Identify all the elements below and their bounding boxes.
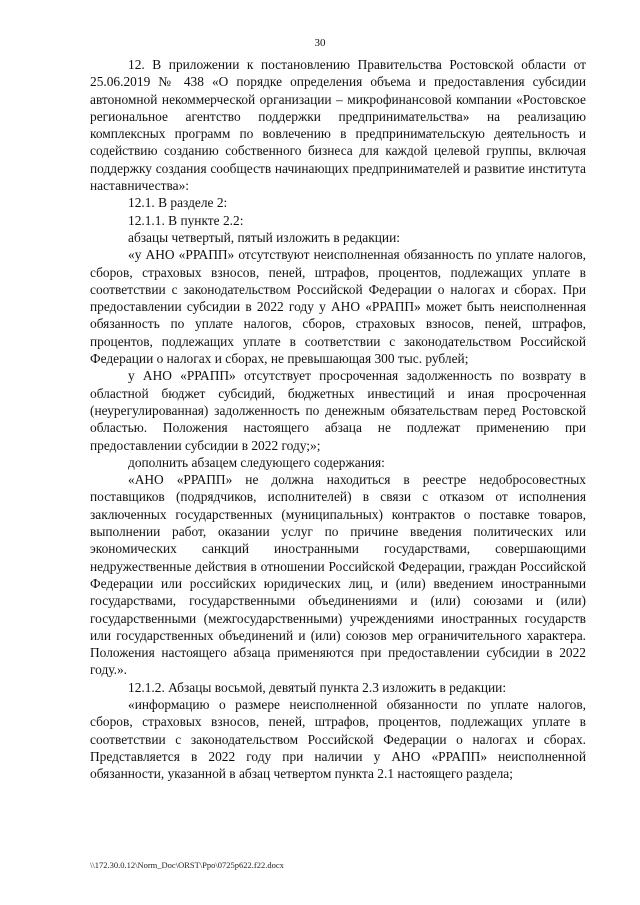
paragraph-tax-info: «информацию о размере неисполненной обязанности по уплате налогов, сборов, страховых взносов, пеней, штрафов, процентов, подлежащих уплате в соответствии с законодательством Российской Федерации о налогах и сборах. Представляется в 2022 году при наличии у АНО «РРАПП» неисполненной обязанности, указанной в абзац четвертом пункта 2.1 настоящего раздела; — [90, 696, 586, 782]
footer-file-path: \\172.30.0.12\Norm_Doc\ORST\Ppo\0725p622.f22.docx — [90, 860, 284, 870]
paragraph-tax-obligation: «у АНО «РРАПП» отсутствуют неисполненная обязанность по уплате налогов, сборов, страховых взносов, пеней, штрафов, процентов, подлежащих уплате в соответствии с законодательством Российской Федерации о налогах и сборах. При предоставлении субсидии в 2022 году у АНО «РРАПП» может быть неисполненная обязанность по уплате налогов, сборов, страховых взносов, пеней, штрафов, процентов, подлежащих уплате в соответствии с законодательством Российской Федерации о налогах и сборах, не превышающая 300 тыс. рублей; — [90, 247, 586, 367]
paragraph-12-1-1: 12.1.1. В пункте 2.2: — [128, 212, 244, 228]
paragraph-12-1: 12.1. В разделе 2: — [128, 195, 228, 211]
document-body — [90, 56, 586, 782]
paragraph-overdue-debt: у АНО «РРАПП» отсутствует просроченная задолженность по возврату в областной бюджет субсидий, бюджетных инвестиций и иная просроченная (неурегулированная) задолженность по денежным обязательствам перед Ростовской областью. Положения настоящего абзаца не подлежат применению при предоставлении субсидии в 2022 году;»; — [90, 368, 586, 453]
page-number: 30 — [314, 37, 326, 49]
paragraph-amendment-12: 12. В приложении к постановлению Правительства Ростовской области от 25.06.2019 № 438 «О порядке определения объема и предоставления субсидии автономной некоммерческой организации – микрофинансовой компании «Ростовское региональное агентство поддержки предпринимательства» на реализацию комплексных программ по вовлечению в предпринимательскую деятельность и содействию созданию собственного бизнеса для каждой целевой группы, включая поддержку создания сообществ начинающих предпринимателей и развитие института наставничества»: — [90, 57, 586, 194]
paragraph-registry-suppliers: «АНО «РРАПП» не должна находиться в реестре недобросовестных поставщиков (подрядчиков, исполнителей) в связи с отказом от исполнения заключенных государственных (муниципальных) контрактов о поставке товаров, выполнении работ, оказании услуг по причине введения политических или экономических санкций иностранными государствами, совершающими недружественные действия в отношении Российской Федерации, граждан Российской Федерации или российских юридических лиц, и (или) введением иностранными государствами, государственными объединениями и (или) союзами и (или) государственными (межгосударственными) учреждениями иностранных государств или государственных объединений и (или) союзов мер ограничительного характера. Положения настоящего абзаца применяются при предоставлении субсидии в 2022 году.». — [90, 472, 586, 678]
paragraph-add-abzac: дополнить абзацем следующего содержания: — [128, 454, 385, 470]
paragraph-intro-abzacy: абзацы четвертый, пятый изложить в редакции: — [128, 229, 400, 245]
paragraph-12-1-2: 12.1.2. Абзацы восьмой, девятый пункта 2.3 изложить в редакции: — [128, 679, 507, 695]
